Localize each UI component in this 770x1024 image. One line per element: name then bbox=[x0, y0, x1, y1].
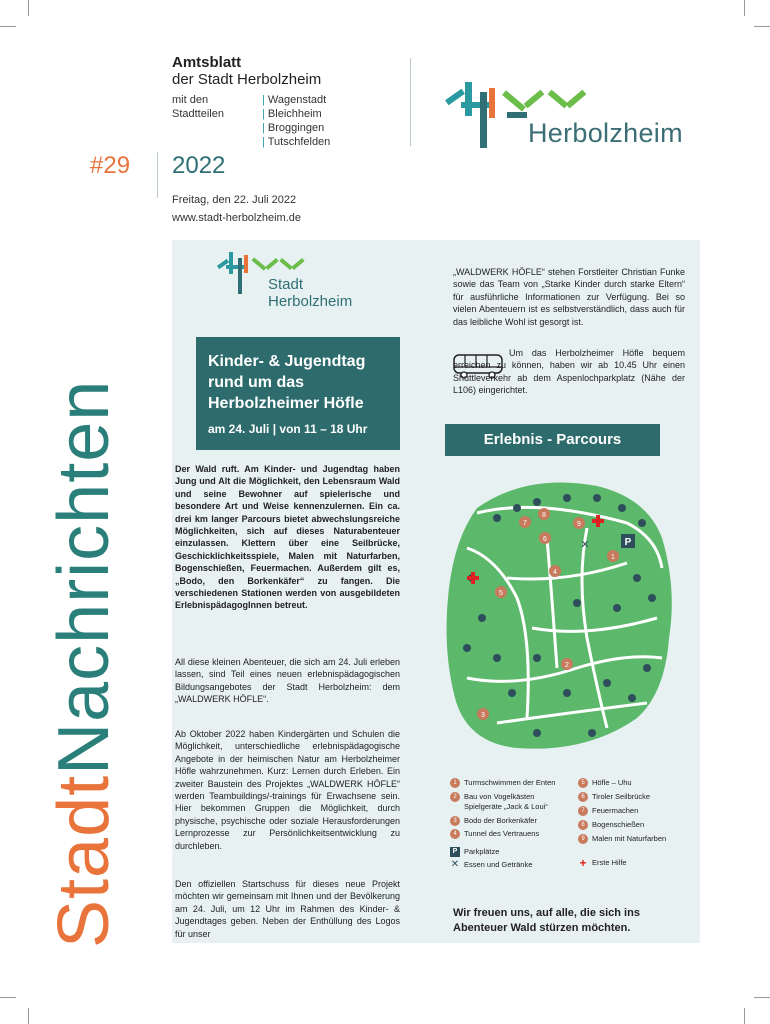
svg-text:P: P bbox=[624, 537, 632, 548]
inner-logo-line1: Stadt bbox=[268, 276, 304, 293]
body-paragraph: All diese kleinen Abenteuer, die sich am 24. Juli erleben lassen, sind Teil eines neuen erlebnispädagogischen Bildungsangebotes der Stadt Herbolzheim: dem „WALDWERK HÖFLE“. bbox=[175, 657, 400, 705]
legend-label: Essen und Getränke bbox=[464, 860, 533, 869]
station-label: 1 bbox=[611, 554, 615, 561]
crop-mark bbox=[754, 997, 770, 998]
legend-item bbox=[450, 792, 570, 812]
legend-label: Tunnel des Vertrauens bbox=[464, 829, 540, 838]
legend-item bbox=[578, 834, 668, 844]
legend-label: Bau von Vogelkästen Spielgeräte „Jack & Loui“ bbox=[464, 792, 548, 811]
vertical-title bbox=[44, 380, 124, 948]
legend-label: Tiroler Seilbrücke bbox=[592, 792, 651, 801]
crop-mark bbox=[0, 26, 16, 27]
crop-mark bbox=[0, 997, 16, 998]
legend-item-food bbox=[450, 860, 532, 870]
legend-item bbox=[578, 778, 632, 788]
crop-mark bbox=[754, 26, 770, 27]
legend-label: Turmschwimmen der Enten bbox=[464, 778, 556, 787]
with-line-2: Stadtteilen bbox=[172, 108, 224, 120]
crop-mark bbox=[28, 1008, 29, 1024]
masthead-title: Amtsblatt bbox=[172, 54, 242, 71]
lead-paragraph: Der Wald ruft. Am Kinder- und Jugendtag haben Jung und Alt die Möglichkeit, den Lebensraum Wald und seine Bewohner auf spielerische und besondere Art und Weise kennenzulernen. Ein ca. drei km langer Parcours bietet abwechslungsreiche Möglichkeiten, sich auf dieses Naturabenteuer einzulassen. Klettern über eine Seilbrücke, Geschicklichkeitsspiele, Malen mit Naturfarben, Bogenschießen, Feuermachen. Außerdem gilt es, „Bodo, den Borkenkäfer“ zu fangen. Die verschiedenen Stationen werden von ausgebildeten ErlebnispädagogInnen betreut. bbox=[175, 464, 400, 611]
logo-wordmark: Herbolzheim bbox=[528, 118, 683, 148]
parking-icon bbox=[621, 534, 635, 548]
parcours-map bbox=[437, 468, 677, 758]
legend-number: 9 bbox=[578, 834, 588, 844]
legend-number: 1 bbox=[450, 778, 460, 788]
with-line-1: mit den bbox=[172, 94, 209, 106]
first-aid-icon: + bbox=[579, 856, 587, 870]
legend-item-first-aid bbox=[578, 858, 627, 868]
legend-label: Höfle – Uhu bbox=[592, 778, 632, 787]
legend-number: 2 bbox=[450, 792, 460, 802]
vertical-title-part2: Nachrichten bbox=[44, 379, 124, 775]
station-label: 4 bbox=[553, 569, 557, 576]
legend-item bbox=[450, 816, 537, 826]
masthead-subtitle: der Stadt Herbolzheim bbox=[172, 71, 322, 88]
inner-logo-line2: Herbolzheim bbox=[268, 293, 353, 310]
district-item: | Wagenstadt bbox=[262, 93, 330, 107]
food-icon: ✕ bbox=[450, 859, 460, 870]
station-label: 5 bbox=[499, 590, 503, 597]
right-intro-paragraph: „WALDWERK HÖFLE“ stehen Forstleiter Christian Funke sowie das Team von „Starke Kinder durch starke Eltern“ für ausführliche Informationen zur Verfügung. Bei so vielen Abenteuern ist es selbstverständlich, dass auch für das leibliche Wohl ist gesorgt ist. bbox=[453, 267, 685, 327]
legend-item-parking bbox=[450, 847, 499, 857]
parking-icon: P bbox=[450, 847, 460, 857]
legend-label: Bodo der Borkenkäfer bbox=[464, 816, 537, 825]
legend-item bbox=[450, 778, 555, 788]
shuttle-text: Um das Herbolzheimer Höfle bequem erreichen zu können, haben wir ab 10.45 Uhr einen Shuttleverkehr ab dem Aspenlochparkplatz (Nähe der L106) eingerichtet. bbox=[453, 348, 685, 396]
body-paragraph: Ab Oktober 2022 haben Kindergärten und Schulen die Möglichkeit, unterschiedliche erlebnispädagogische Angebote in der heimischen Natur am Herbolzheimer Höfle wahrzunehmen. Kurz: Lernen durch Erleben. Ein zweiter Baustein des Projektes „WALDWERK HÖFLE“ werden Teambuildings/-trainings für Erwachsene sein. Hier bekommen Gruppen die Möglichkeit, durch physische, psychische oder soziale Herausforderungen Lernprozesse zur Persönlichkeitsentwicklung zu durchleben. bbox=[175, 729, 400, 851]
station-label: 7 bbox=[523, 520, 527, 527]
crop-mark bbox=[744, 0, 745, 16]
legend-label: Parkplätze bbox=[464, 847, 500, 856]
body-paragraph: Den offiziellen Startschuss für dieses neue Projekt möchten wir gemeinsam mit Ihnen und der Bevölkerung am 24. Juli, um 12 Uhr im Rahmen des Kinder- & Jugendtages geben. Neben der Enthüllung des Logos für unser bbox=[175, 879, 400, 939]
legend-number: 6 bbox=[578, 792, 588, 802]
station-label: 9 bbox=[577, 521, 581, 528]
food-icon: ✕ bbox=[580, 539, 590, 551]
legend-label: Feuermachen bbox=[592, 806, 639, 815]
district-item: | Broggingen bbox=[262, 121, 330, 135]
station-label: 3 bbox=[481, 712, 485, 719]
issue-number: #29 bbox=[90, 152, 131, 179]
legend-number: 8 bbox=[578, 820, 588, 830]
legend-item bbox=[578, 820, 644, 830]
crop-mark bbox=[28, 0, 29, 16]
crop-mark bbox=[744, 1008, 745, 1024]
vertical-title-part1: Stadt bbox=[44, 774, 124, 948]
closing-text: Wir freuen uns, auf alle, die sich ins Abenteuer Wald stürzen möchten. bbox=[453, 907, 640, 934]
event-banner bbox=[196, 337, 400, 450]
issue-year: 2022 bbox=[172, 152, 226, 179]
event-date: am 24. Juli | von 11 – 18 Uhr bbox=[208, 422, 368, 436]
legend-number: 7 bbox=[578, 806, 588, 816]
masthead-with-label bbox=[172, 93, 252, 121]
legend-label: Erste Hilfe bbox=[592, 858, 627, 867]
event-title: Kinder- & Jugendtag rund um das Herbolzheimer Höfle bbox=[208, 353, 366, 412]
masthead-divider bbox=[410, 58, 411, 146]
legend-number: 5 bbox=[578, 778, 588, 788]
legend-item bbox=[578, 792, 650, 802]
station-label: 6 bbox=[543, 536, 547, 543]
district-item: | Bleichheim bbox=[262, 107, 330, 121]
website-url[interactable]: www.stadt-herbolzheim.de bbox=[172, 212, 302, 224]
shuttle-info bbox=[453, 347, 685, 409]
issue-divider bbox=[157, 152, 158, 198]
issue-date: Freitag, den 22. Juli 2022 bbox=[172, 194, 297, 206]
legend-number: 4 bbox=[450, 829, 460, 839]
legend-label: Bogenschießen bbox=[592, 820, 645, 829]
legend-number: 3 bbox=[450, 816, 460, 826]
district-list bbox=[262, 93, 330, 149]
map-legend bbox=[450, 778, 690, 873]
legend-label: Malen mit Naturfarben bbox=[592, 834, 667, 843]
district-item: | Tutschfelden bbox=[262, 135, 330, 149]
parcours-title: Erlebnis - Parcours bbox=[445, 424, 660, 456]
station-label: 8 bbox=[542, 512, 546, 519]
legend-item bbox=[450, 829, 539, 839]
station-label: 2 bbox=[565, 662, 569, 669]
legend-item bbox=[578, 806, 638, 816]
